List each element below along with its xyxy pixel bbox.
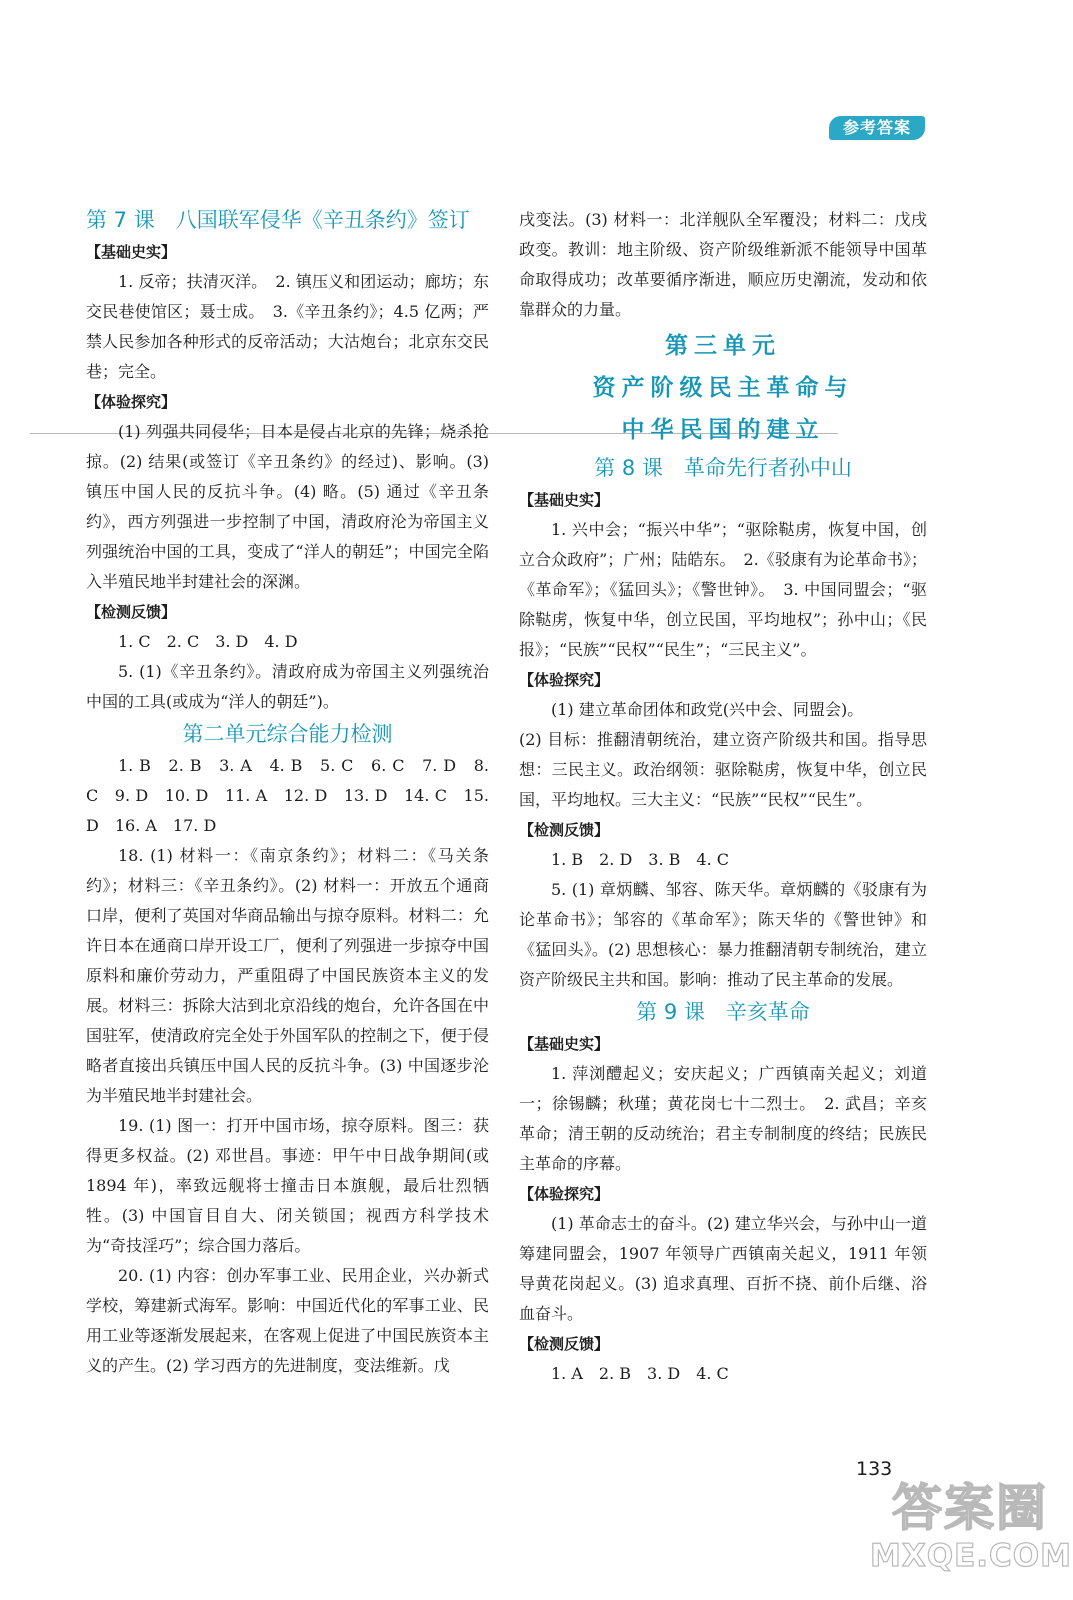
lesson-8-feedback-answers: 1. B 2. D 3. B 4. C	[551, 850, 729, 869]
unit-2-test-title: 第二单元综合能力检测	[182, 722, 393, 746]
lesson-8-explore-p1: (1) 建立革命团体和政党(兴中会、同盟会)。	[551, 700, 864, 719]
lesson-7-explore-text: (1) 列强共同侵华；日本是侵占北京的先锋；烧杀抢掠。(2) 结果(或签订《辛丑条约》的经过)、影响。(3) 镇压中国人民的反抗斗争。(4) 略。(5) 通过《辛丑条约》，西方列强进一步控制了中国，清政府沦为帝国主义列强统治中国的工具，变成了“洋人的朝廷”；中国完全陷入半殖民地半封建社会的深渊。	[86, 422, 489, 591]
lesson-9-basic-text: 1. 萍浏醴起义；安庆起义；广西镇南关起义；刘道一；徐锡麟；秋瑾；黄花岗七十二烈士。 2. 武昌；辛亥革命；清王朝的反动统治；君主专制制度的终结；民族民主革命的序幕。	[519, 1064, 927, 1173]
lesson-9-feedback-label: 【检测反馈】	[519, 1335, 610, 1353]
lesson-8-feedback-label: 【检测反馈】	[519, 821, 610, 839]
unit-3-title-line2: 中华民国的建立	[621, 417, 825, 443]
lesson-8-title: 第 8 课 革命先行者孙中山	[594, 456, 852, 480]
lesson-7-basic-label: 【基础史实】	[86, 243, 177, 261]
lesson-8-basic-label: 【基础史实】	[519, 491, 610, 509]
lesson-7-feedback-answers: 1. C 2. C 3. D 4. D	[118, 632, 298, 651]
watermark-logo	[870, 1468, 1073, 1588]
lesson-8-explore-p2: (2) 目标：推翻清朝统治，建立资产阶级共和国。指导思想：三民主义。政治纲领：驱除鞑虏，恢复中华，创立民国，平均地权。三大主义：“民族”“民权”“民生”。	[519, 730, 927, 809]
left-column	[86, 203, 489, 1381]
lesson-9-explore-label: 【体验探究】	[519, 1185, 610, 1203]
unit-2-mc-answers: 1. B 2. B 3. A 4. B 5. C 6. C 7. D 8. C 9. D 10. D 11. A 12. D 13. D 14. C 15. D 16. A 17. D	[86, 756, 489, 835]
watermark-bottom-text: MXQE.COM	[870, 1538, 1073, 1574]
unit-2-q18: 18. (1) 材料一：《南京条约》；材料二：《马关条约》；材料三：《辛丑条约》。(2) 材料一：开放五个通商口岸，便利了英国对华商品输出与掠夺原料。材料二：允许日本在通商口岸开设工厂，便利了列强进一步掠夺中国原料和廉价劳动力，严重阻碍了中国民族资本主义的发展。材料三：拆除大沽到北京沿线的炮台，允许各国在中国驻军，使清政府完全处于外国军队的控制之下，便于侵略者直接出兵镇压中国人民的反抗斗争。(3) 中国逐步沦为半殖民地半封建社会。	[86, 846, 489, 1105]
lesson-9-title: 第 9 课 辛亥革命	[636, 1000, 810, 1024]
answer-key-badge: 参考答案	[829, 116, 925, 140]
lesson-7-feedback-q5: 5. (1)《辛丑条约》。清政府成为帝国主义列强统治中国的工具(或成为“洋人的朝廷”)。	[86, 662, 489, 711]
unit-3-label: 第三单元	[665, 333, 781, 359]
lesson-9-feedback-answers: 1. A 2. B 3. D 4. C	[551, 1364, 729, 1383]
lesson-8-feedback-q5: 5. (1) 章炳麟、邹容、陈天华。章炳麟的《驳康有为论革命书》；邹容的《革命军》；陈天华的《警世钟》和《猛回头》。(2) 思想核心：暴力推翻清朝专制统治，建立资产阶级民主共和国。影响：推动了民主革命的发展。	[519, 880, 927, 989]
lesson-8-basic-text: 1. 兴中会；“振兴中华”；“驱除鞑虏，恢复中国，创立合众政府”；广州；陆皓东。 2.《驳康有为论革命书》；《革命军》；《猛回头》；《警世钟》。 3. 中国同盟会；“驱除鞑虏，恢复中华，创立民国，平均地权”；孙中山；《民报》；“民族”“民权”“民生”；“三民主义”。	[519, 520, 927, 659]
q20-continuation: 戌变法。(3) 材料一：北洋舰队全军覆没；材料二：戊戌政变。教训：地主阶级、资产阶级维新派不能领导中国革命取得成功；改革要循序渐进，顺应历史潮流，发动和依靠群众的力量。	[519, 210, 927, 319]
unit-2-q20: 20. (1) 内容：创办军事工业、民用企业，兴办新式学校，筹建新式海军。影响：中国近代化的军事工业、民用工业等逐渐发展起来，在客观上促进了中国民族资本主义的产生。(2) 学习西方的先进制度，变法维新。戊	[86, 1266, 489, 1375]
unit-2-q19: 19. (1) 图一：打开中国市场，掠夺原料。图三：获得更多权益。(2) 邓世昌。事迹：甲午中日战争期间(或 1894 年)，率致远舰将士撞击日本旗舰，最后壮烈牺牲。(3) 中国盲目自大、闭关锁国；视西方科学技术为“奇技淫巧”；综合国力落后。	[86, 1116, 489, 1255]
watermark-top-text: 答案圈	[892, 1479, 1048, 1537]
lesson-7-explore-label: 【体验探究】	[86, 393, 177, 411]
lesson-8-explore-label: 【体验探究】	[519, 671, 610, 689]
lesson-7-basic-text: 1. 反帝；扶清灭洋。 2. 镇压义和团运动；廊坊；东交民巷使馆区；聂士成。 3.《辛丑条约》；4.5 亿两；严禁人民参加各种形式的反帝活动；大沽炮台；北京东交民巷；完全。	[86, 272, 489, 381]
lesson-9-basic-label: 【基础史实】	[519, 1035, 610, 1053]
page-number: 133	[856, 1458, 893, 1480]
unit-3-title-line1: 资产阶级民主革命与	[592, 375, 854, 401]
lesson-7-feedback-label: 【检测反馈】	[86, 603, 177, 621]
right-column	[519, 205, 927, 1389]
lesson-7-title: 第 7 课 八国联军侵华《辛丑条约》签订	[86, 208, 470, 232]
lesson-9-explore-text: (1) 革命志士的奋斗。(2) 建立华兴会，与孙中山一道筹建同盟会，1907 年领导广西镇南关起义，1911 年领导黄花岗起义。(3) 追求真理、百折不挠、前仆后继、浴血奋斗。	[519, 1214, 927, 1323]
